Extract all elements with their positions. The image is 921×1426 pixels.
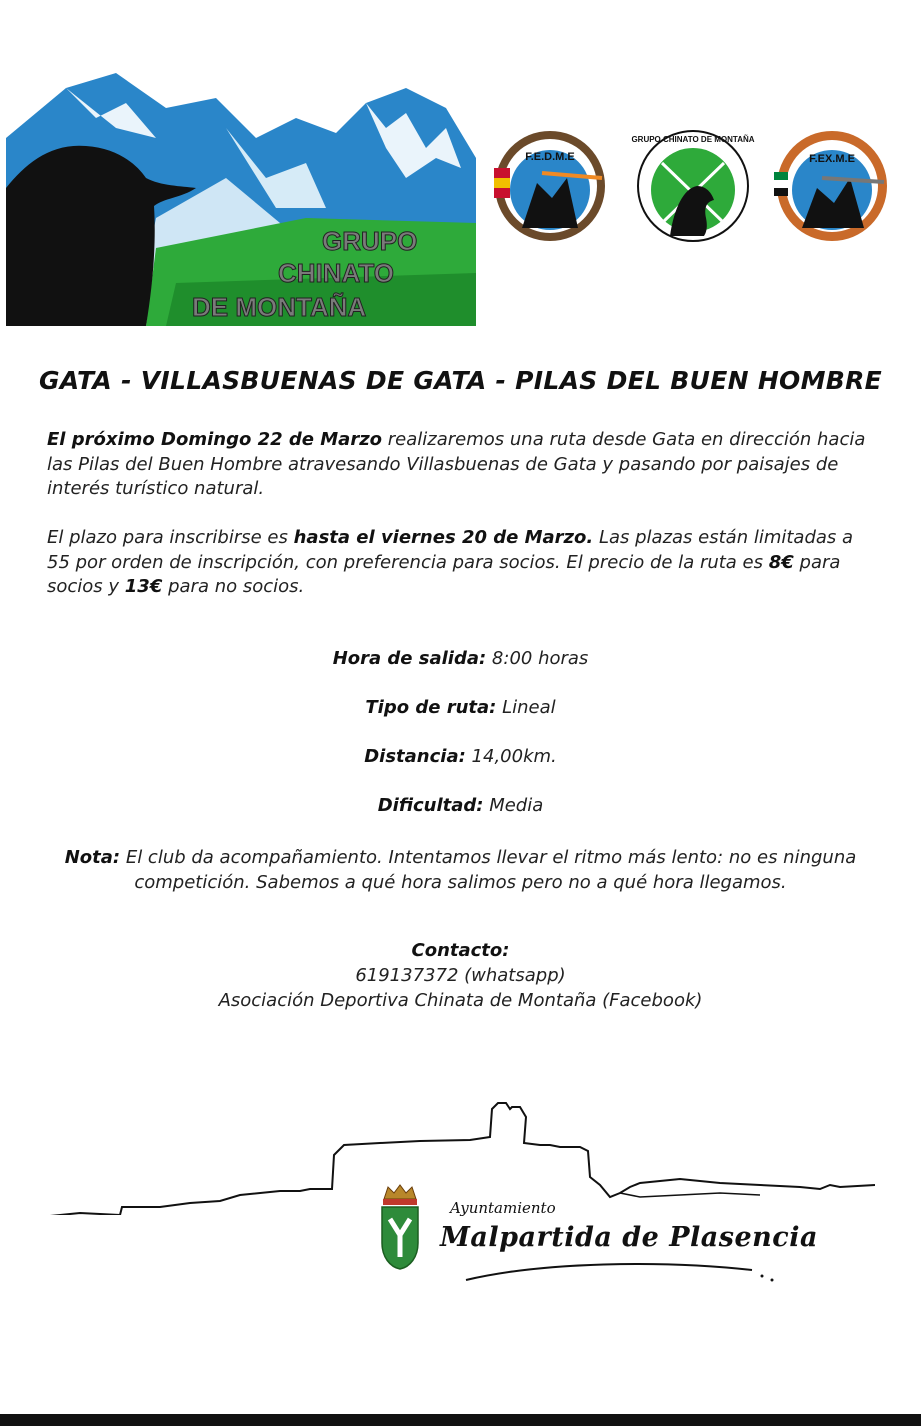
fedme-label: F.E.D.M.E xyxy=(525,151,575,163)
note-label: Nota: xyxy=(64,847,121,868)
difficulty xyxy=(0,795,921,816)
signature-swoosh xyxy=(462,1250,782,1286)
note xyxy=(50,845,871,895)
ayuntamiento-label: Ayuntamiento xyxy=(450,1199,556,1217)
registration-text-1: El plazo para inscribirse es xyxy=(47,527,294,548)
departure-value: 8:00 horas xyxy=(486,648,589,669)
price-non-members: 13€ xyxy=(124,576,163,597)
registration-paragraph xyxy=(47,526,875,600)
town-crest xyxy=(378,1183,422,1271)
route-type-value: Lineal xyxy=(496,697,556,718)
intro-date: El próximo Domingo 22 de Marzo xyxy=(47,429,383,450)
registration-text-3: para socios y xyxy=(47,551,841,597)
difficulty-value: Media xyxy=(483,795,544,816)
departure-label: Hora de salida: xyxy=(332,648,487,669)
registration-text-4: para no socios. xyxy=(162,576,305,597)
town-skyline-drawing xyxy=(40,1095,875,1215)
intro-paragraph xyxy=(47,428,875,502)
distance xyxy=(0,746,921,767)
chinato-badge-label: GRUPO CHINATO DE MONTAÑA xyxy=(631,135,755,144)
logo-line-3: DE MONTAÑA xyxy=(192,292,367,322)
note-text: El club da acompañamiento. Intentamos llevar el ritmo más lento: no es ninguna competición. Sabemos a qué hora salimos pero no a qué hora llegamos. xyxy=(120,847,857,893)
difficulty-label: Dificultad: xyxy=(377,795,484,816)
route-type xyxy=(0,697,921,718)
registration-text-2: Las plazas están limitadas a 55 por orden de inscripción, con preferencia para socios. El precio de la ruta es xyxy=(47,527,854,573)
federation-badges xyxy=(492,128,912,248)
contact-heading: Contacto: xyxy=(411,940,510,961)
price-members: 8€ xyxy=(768,551,794,573)
registration-deadline: hasta el viernes 20 de Marzo. xyxy=(293,527,594,548)
fexme-label: F.EX.M.E xyxy=(809,153,855,165)
chinato-badge xyxy=(631,131,754,241)
grupo-chinato-logo xyxy=(6,68,476,328)
logo-line-2: CHINATO xyxy=(278,258,395,288)
route-type-label: Tipo de ruta: xyxy=(365,697,497,718)
bottom-edge-bar xyxy=(0,1414,921,1426)
fexme-badge xyxy=(774,131,887,241)
page-title: GATA - VILLASBUENAS DE GATA - PILAS DEL BUEN HOMBRE xyxy=(38,366,883,395)
departure-time xyxy=(0,648,921,669)
town-name: Malpartida de Plasencia xyxy=(440,1222,818,1253)
distance-label: Distancia: xyxy=(364,746,466,767)
contact-block xyxy=(0,938,921,1013)
contact-facebook: Asociación Deportiva Chinata de Montaña (Facebook) xyxy=(218,990,703,1011)
intro-text: realizaremos una ruta desde Gata en dirección hacia las Pilas del Buen Hombre atravesando Villasbuenas de Gata y pasando por paisajes de interés turístico natural. xyxy=(47,429,866,499)
contact-phone: 619137372 (whatsapp) xyxy=(355,965,566,986)
distance-value: 14,00km. xyxy=(465,746,557,767)
logo-line-1: GRUPO xyxy=(322,226,418,256)
fedme-badge xyxy=(494,131,605,241)
